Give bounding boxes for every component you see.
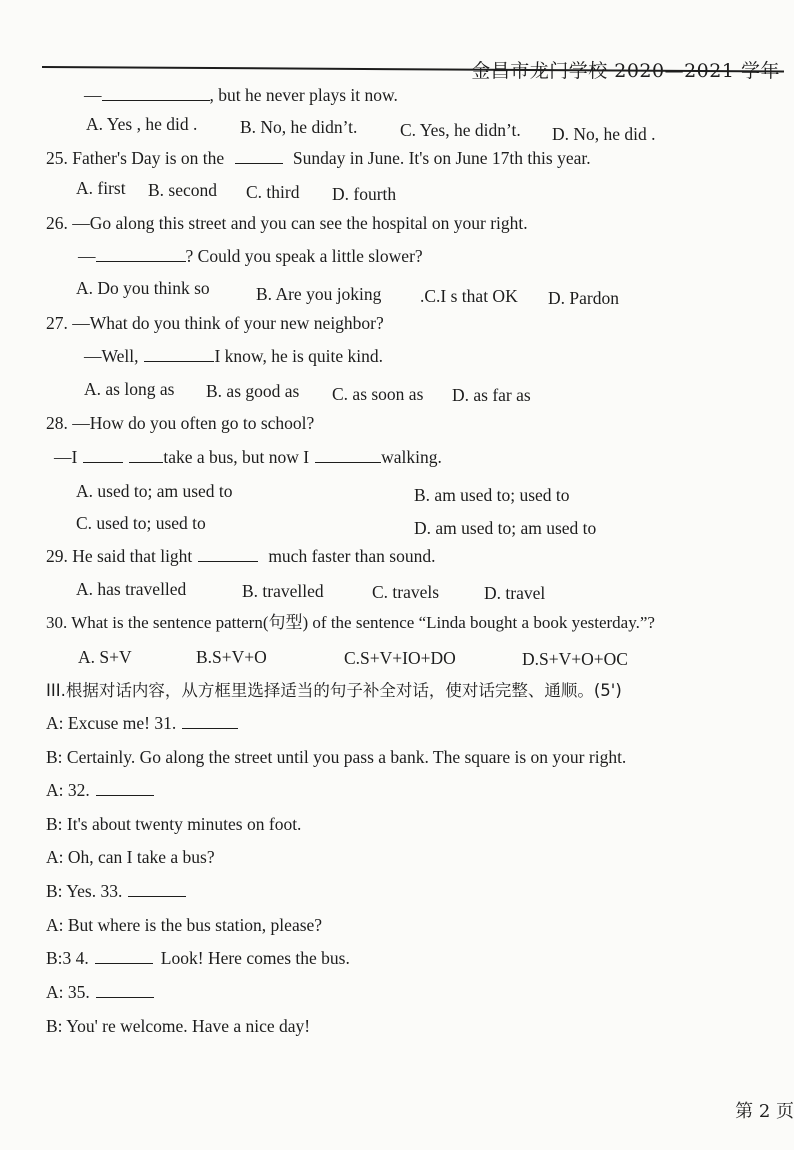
answer-blank[interactable] bbox=[83, 447, 123, 463]
q27-option-b: B. as good as bbox=[206, 381, 300, 401]
answer-blank[interactable] bbox=[182, 713, 238, 729]
q25-stem-a: 25. Father's Day is on the bbox=[46, 148, 225, 168]
q28-stem: 28. —How do you often go to school? bbox=[46, 413, 315, 433]
q25-option-d: D. fourth bbox=[332, 184, 397, 204]
q25-stem-b: Sunday in June. It's on June 17th this year. bbox=[292, 148, 591, 168]
q25-stem bbox=[46, 148, 591, 168]
q24-option-b: B. No, he didn’t. bbox=[240, 117, 358, 137]
dialogue-line-6 bbox=[46, 881, 186, 901]
dialogue-line-10: B: You' re welcome. Have a nice day! bbox=[46, 1016, 311, 1036]
dialogue-line-7: A: But where is the bus station, please? bbox=[46, 915, 323, 935]
dialogue-text: A: 32. bbox=[46, 780, 90, 800]
q27-option-a: A. as long as bbox=[84, 379, 175, 399]
answer-blank[interactable] bbox=[95, 948, 153, 964]
dialogue-line-1 bbox=[46, 713, 238, 733]
dialogue-text: B: Yes. 33. bbox=[46, 881, 123, 901]
dialogue-line-4: B: It's about twenty minutes on foot. bbox=[46, 814, 302, 834]
q29-stem-b: much faster than sound. bbox=[268, 546, 436, 566]
header-title: 金昌市龙门学校 2020—2021 学年 bbox=[471, 60, 780, 82]
q28-option-b: B. am used to; used to bbox=[414, 485, 570, 505]
q26-reply-suffix: ? Could you speak a little slower? bbox=[185, 246, 423, 266]
q28-reply bbox=[54, 447, 442, 467]
q30-stem: 30. What is the sentence pattern(句型) of the sentence “Linda bought a book yesterday.”? bbox=[46, 613, 655, 632]
answer-blank[interactable] bbox=[144, 346, 214, 362]
q24-option-d: D. No, he did . bbox=[552, 124, 656, 144]
q28-option-c: C. used to; used to bbox=[76, 513, 206, 533]
q30-option-d: D.S+V+O+OC bbox=[522, 649, 628, 669]
dialogue-line-3 bbox=[46, 780, 154, 800]
dialogue-text: B:3 4. bbox=[46, 948, 89, 968]
dialogue-text: Look! Here comes the bus. bbox=[160, 948, 350, 968]
answer-blank[interactable] bbox=[129, 447, 163, 463]
answer-blank[interactable] bbox=[96, 780, 154, 796]
q26-reply-prefix: — bbox=[78, 246, 96, 266]
q27-reply-suffix: I know, he is quite kind. bbox=[214, 346, 383, 366]
dialogue-text: A: 35. bbox=[46, 982, 90, 1002]
dialogue-line-9 bbox=[46, 982, 154, 1002]
section-heading: III.根据对话内容，从方框里选择适当的句子补全对话，使对话完整、通顺。(5') bbox=[46, 681, 622, 700]
q29-option-b: B. travelled bbox=[242, 581, 324, 601]
dialogue-line-2: B: Certainly. Go along the street until you pass a bank. The square is on your right. bbox=[46, 747, 627, 767]
answer-blank[interactable] bbox=[198, 546, 258, 562]
answer-blank[interactable] bbox=[96, 982, 154, 998]
q27-option-c: C. as soon as bbox=[332, 384, 424, 404]
q29-option-a: A. has travelled bbox=[76, 579, 187, 599]
q28-reply-a: —I bbox=[54, 447, 78, 467]
q27-reply-prefix: —Well, bbox=[84, 346, 139, 366]
page-number: 第 2 页 bbox=[735, 1101, 794, 1122]
dialogue-text: A: Excuse me! 31. bbox=[46, 713, 177, 733]
q28-option-d: D. am used to; am used to bbox=[414, 518, 597, 538]
q26-option-c: .C.I s that OK bbox=[420, 286, 518, 306]
q24-prefix: — bbox=[84, 85, 102, 105]
answer-blank[interactable] bbox=[235, 148, 283, 164]
q29-stem-a: 29. He said that light bbox=[46, 546, 193, 566]
q29-option-c: C. travels bbox=[372, 582, 440, 602]
q30-option-a: A. S+V bbox=[78, 647, 132, 667]
answer-blank[interactable] bbox=[128, 881, 186, 897]
answer-blank[interactable] bbox=[102, 85, 210, 101]
dialogue-line-5: A: Oh, can I take a bus? bbox=[46, 847, 215, 867]
q25-option-a: A. first bbox=[76, 178, 126, 198]
q27-stem: 27. —What do you think of your new neighbor? bbox=[46, 313, 384, 333]
q29-stem bbox=[46, 546, 436, 566]
q25-option-b: B. second bbox=[148, 180, 218, 200]
q29-option-d: D. travel bbox=[484, 583, 546, 603]
q26-option-b: B. Are you joking bbox=[256, 284, 382, 304]
q26-option-a: A. Do you think so bbox=[76, 278, 210, 298]
q24-option-c: C. Yes, he didn’t. bbox=[400, 120, 521, 140]
q24-suffix: , but he never plays it now. bbox=[209, 85, 398, 105]
answer-blank[interactable] bbox=[96, 246, 186, 262]
q28-reply-c: walking. bbox=[381, 447, 442, 467]
q26-stem: 26. —Go along this street and you can see the hospital on your right. bbox=[46, 213, 528, 233]
q26-option-d: D. Pardon bbox=[548, 288, 619, 308]
q26-reply bbox=[78, 246, 423, 266]
q28-option-a: A. used to; am used to bbox=[76, 481, 233, 501]
q27-option-d: D. as far as bbox=[452, 385, 531, 405]
q30-option-c: C.S+V+IO+DO bbox=[344, 648, 456, 668]
q25-option-c: C. third bbox=[246, 182, 300, 202]
q30-option-b: B.S+V+O bbox=[196, 647, 267, 667]
dialogue-line-8 bbox=[46, 948, 350, 968]
answer-blank[interactable] bbox=[315, 447, 381, 463]
q24-option-a: A. Yes , he did . bbox=[86, 114, 198, 134]
q24-line bbox=[84, 85, 398, 105]
q28-reply-b: take a bus, but now I bbox=[163, 447, 310, 467]
q27-reply bbox=[84, 346, 383, 366]
